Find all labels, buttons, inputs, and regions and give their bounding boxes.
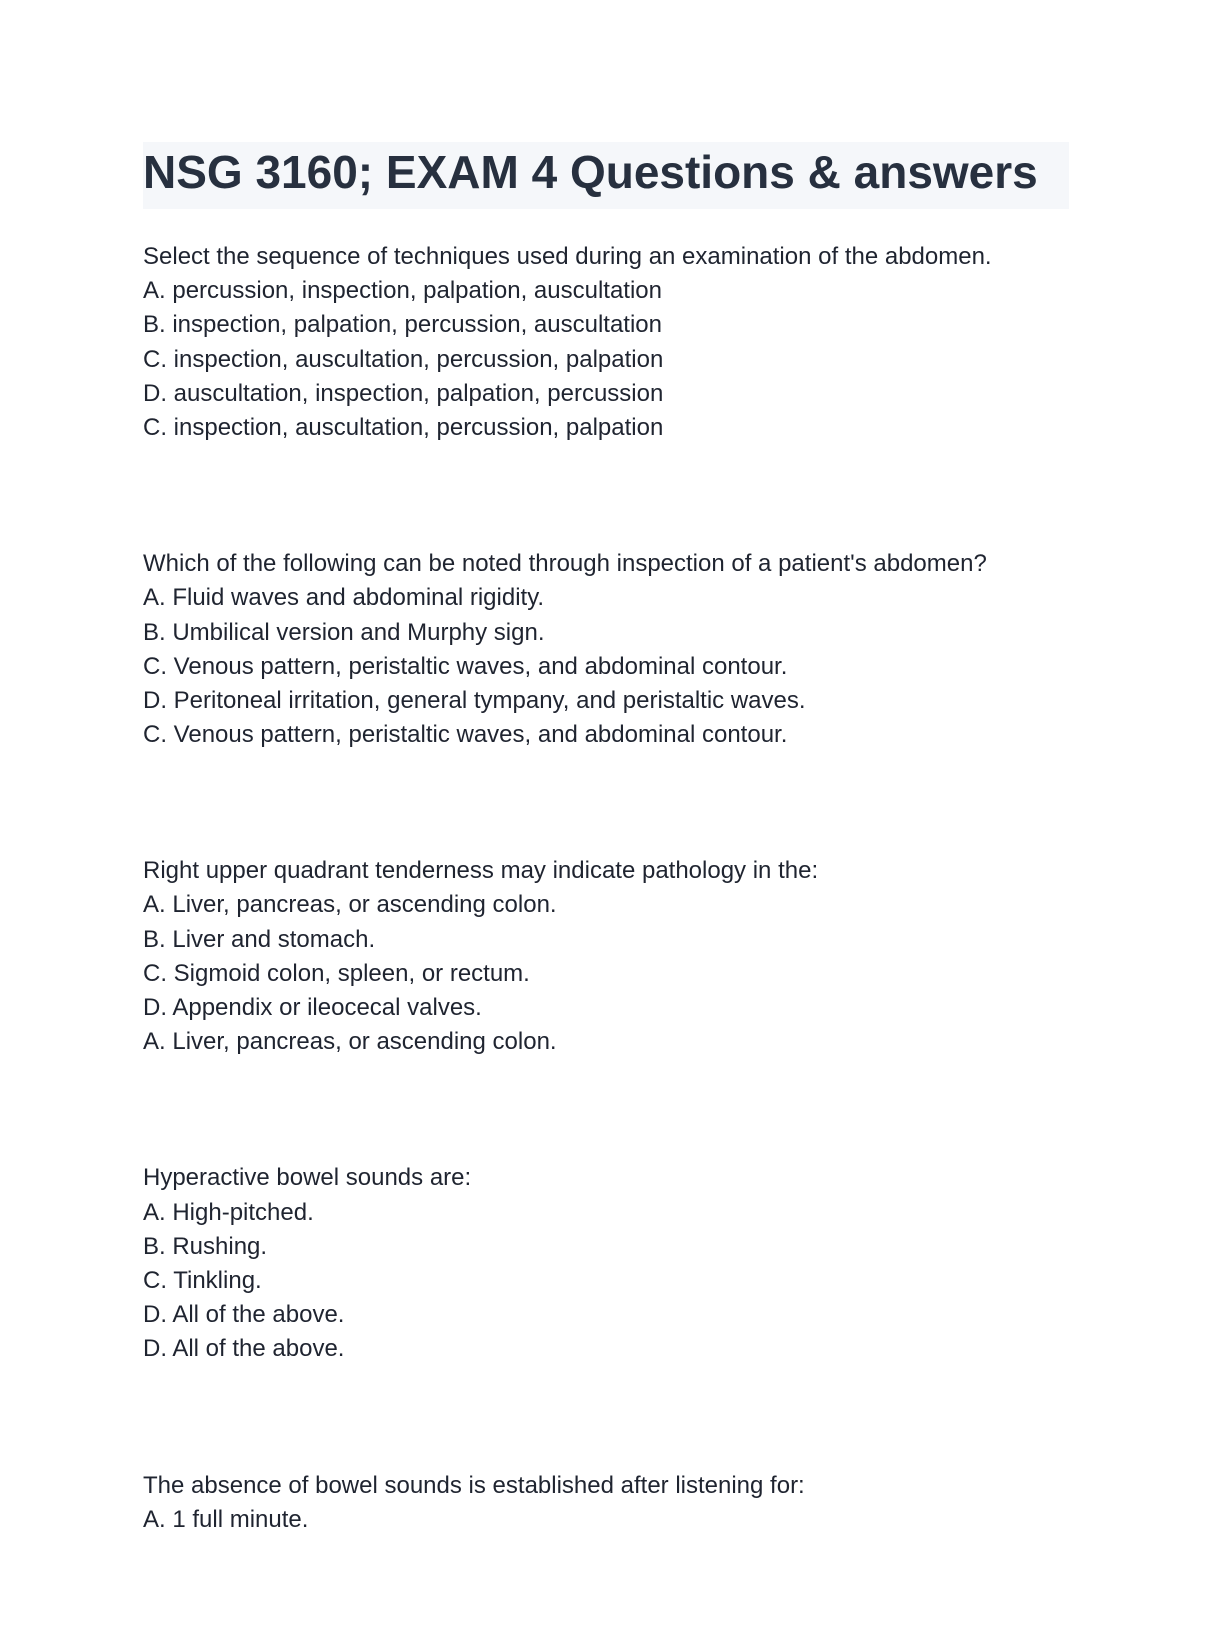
correct-answer: A. Liver, pancreas, or ascending colon. xyxy=(143,1028,557,1056)
question-prompt: Select the sequence of techniques used during an examination of the abdomen. xyxy=(143,243,992,270)
answer-option: D. Peritoneal irritation, general tympany, and peristaltic waves. xyxy=(143,686,806,714)
answer-option: D. Appendix or ileocecal valves. xyxy=(143,994,482,1021)
question-block xyxy=(143,1161,1083,1366)
answer-option: A. percussion, inspection, palpation, auscultation xyxy=(143,277,662,305)
answer-option: C. inspection, auscultation, percussion, palpation xyxy=(143,345,664,373)
answer-option: B. Rushing. xyxy=(143,1232,268,1260)
answer-option: D. All of the above. xyxy=(143,1301,345,1329)
correct-answer: D. All of the above. xyxy=(143,1335,345,1363)
answer-option: A. Liver, pancreas, or ascending colon. xyxy=(143,891,557,919)
answer-option: A. High-pitched. xyxy=(143,1198,314,1226)
question-block xyxy=(143,854,1083,1059)
answer-option: D. auscultation, inspection, palpation, percussion xyxy=(143,379,664,407)
question-prompt: Which of the following can be noted through inspection of a patient's abdomen? xyxy=(143,550,987,578)
answer-option: A. 1 full minute. xyxy=(143,1505,309,1533)
answer-option: C. Venous pattern, peristaltic waves, and abdominal contour. xyxy=(143,652,788,680)
question-prompt: Hyperactive bowel sounds are: xyxy=(143,1164,472,1192)
question-prompt: Right upper quadrant tenderness may indicate pathology in the: xyxy=(143,857,819,885)
answer-option: A. Fluid waves and abdominal rigidity. xyxy=(143,584,545,612)
answer-option: B. Liver and stomach. xyxy=(143,925,376,953)
question-block xyxy=(143,547,1083,752)
document-title: NSG 3160; EXAM 4 Questions & answers xyxy=(143,146,1038,198)
title-banner xyxy=(143,142,1069,209)
answer-option: B. inspection, palpation, percussion, auscultation xyxy=(143,311,662,339)
answer-option: C. Tinkling. xyxy=(143,1266,262,1294)
correct-answer: C. Venous pattern, peristaltic waves, and abdominal contour. xyxy=(143,721,788,749)
question-list xyxy=(143,240,1083,1639)
question-prompt: The absence of bowel sounds is established after listening for: xyxy=(143,1471,805,1499)
answer-option: C. Sigmoid colon, spleen, or rectum. xyxy=(143,959,530,987)
answer-option: B. Umbilical version and Murphy sign. xyxy=(143,618,545,646)
question-block xyxy=(143,240,1083,445)
question-block xyxy=(143,1469,1083,1537)
correct-answer: C. inspection, auscultation, percussion, palpation xyxy=(143,413,664,441)
